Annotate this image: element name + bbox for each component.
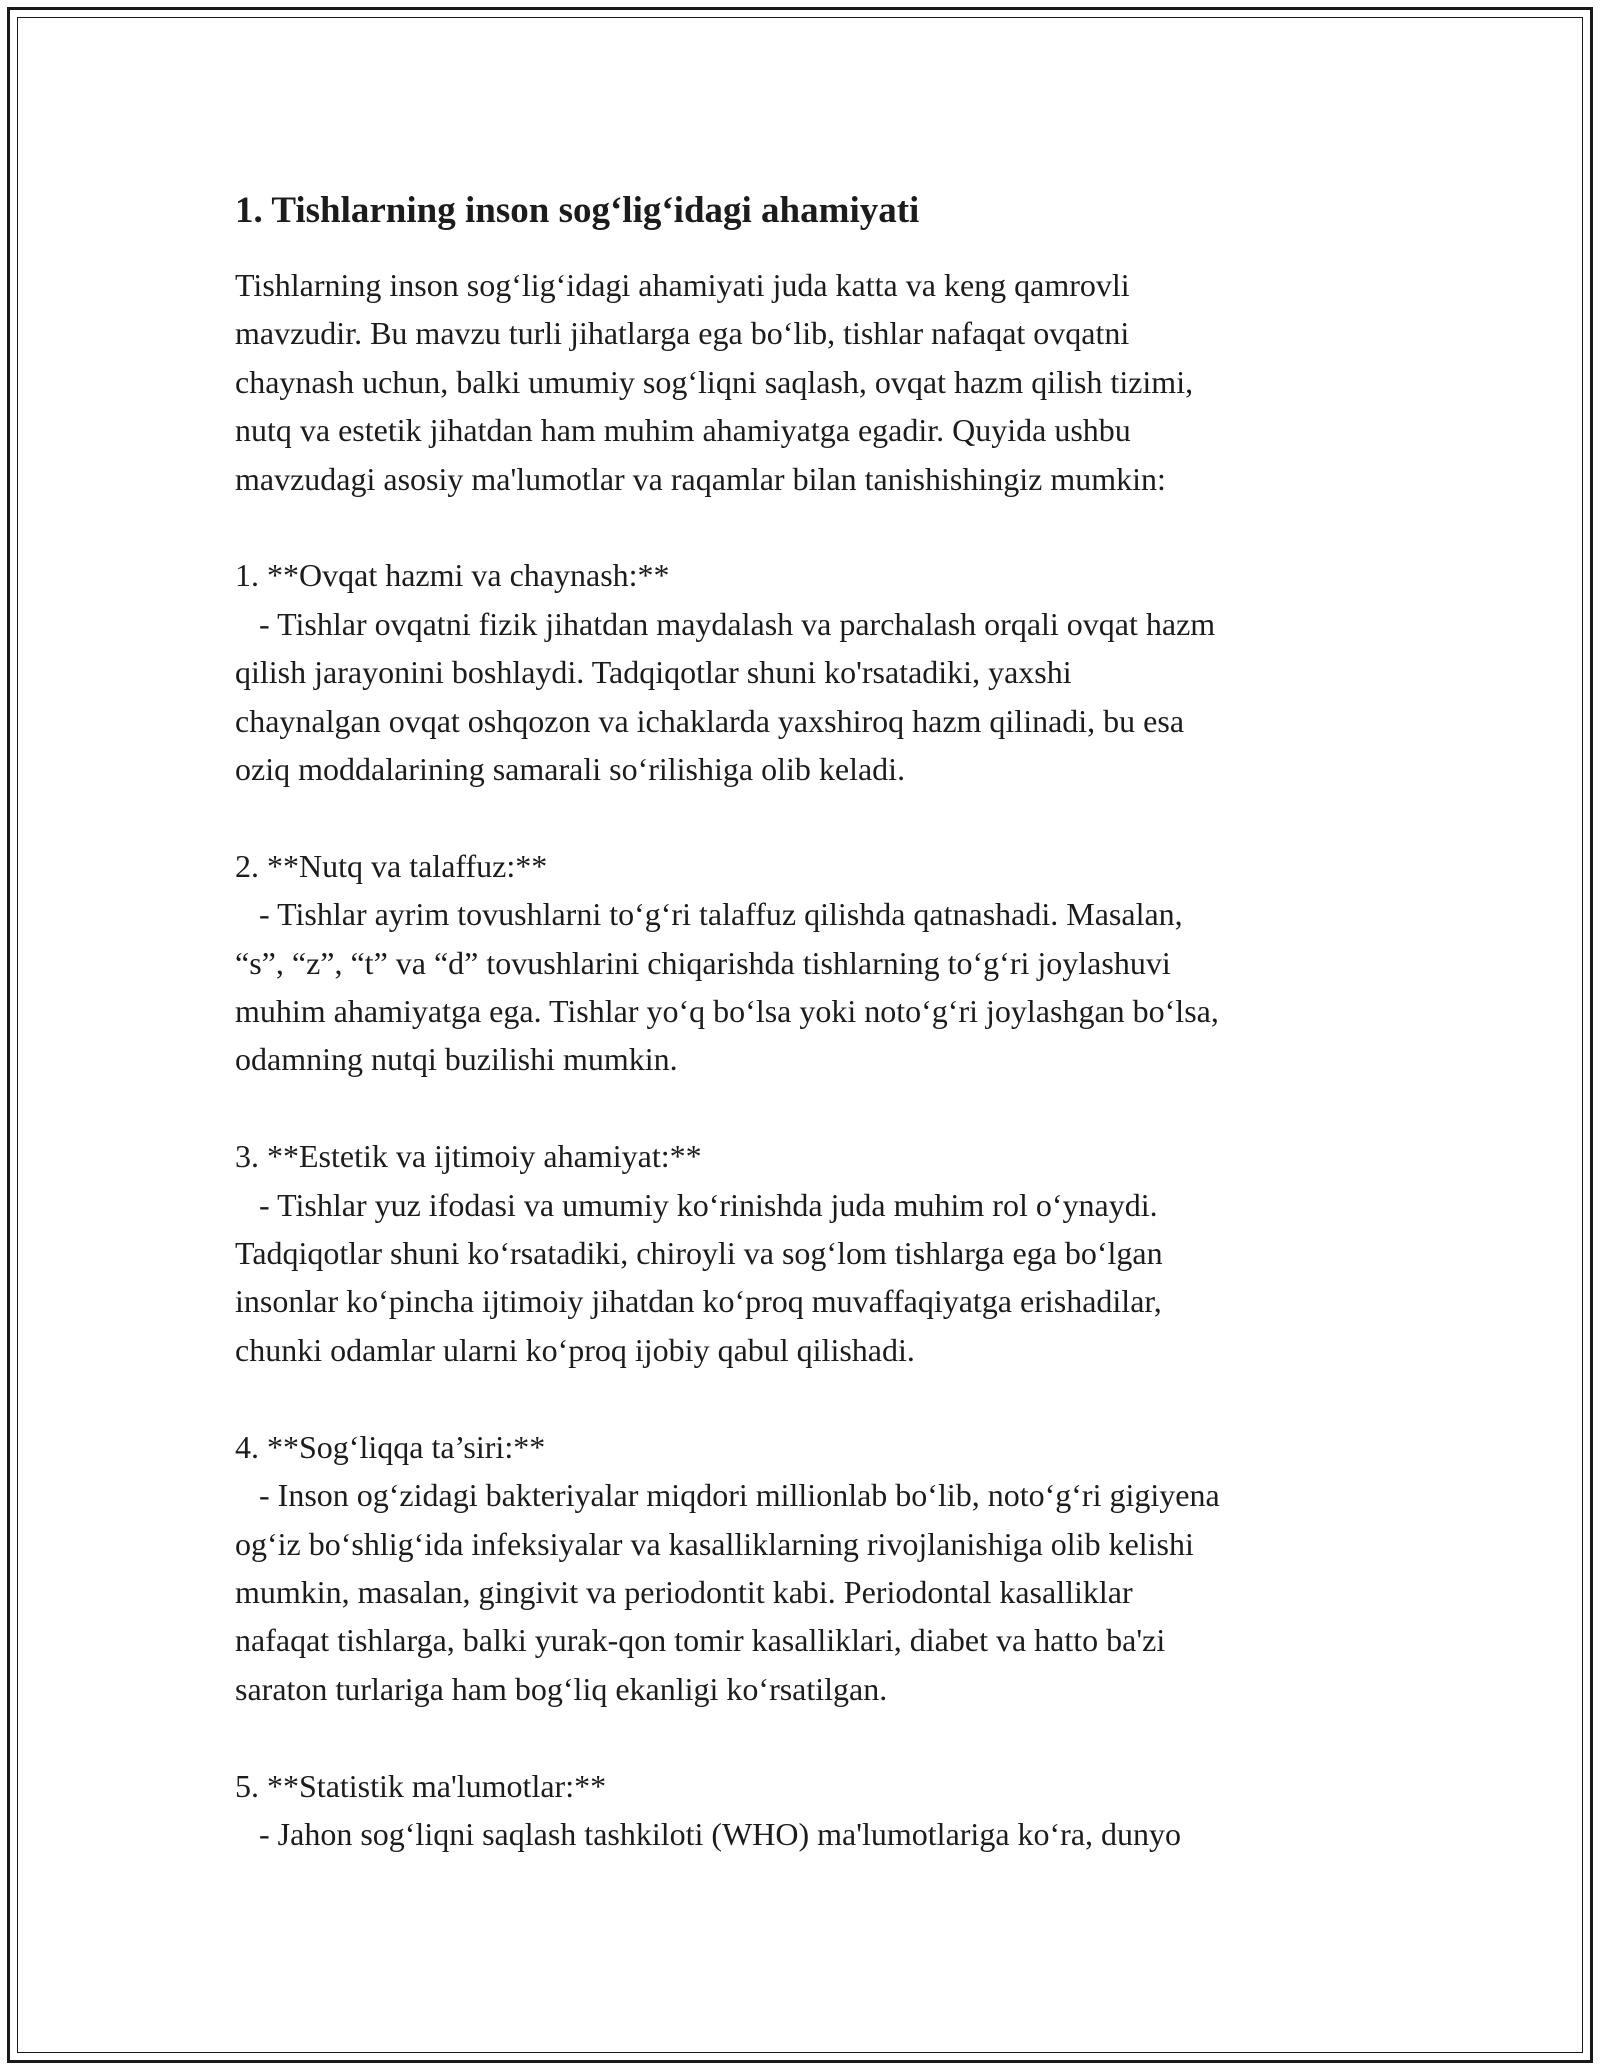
intro-paragraph: Tishlarning inson sog‘lig‘idagi ahamiyati juda katta va keng qamrovli mavzudir. Bu mavzu turli jihatlarga ega bo‘lib, tishlar nafaqat ovqatni chaynash uchun, balki umumiy sog‘liqni saqlash, ovqat hazm qilish tizimi, nutq va estetik jihatdan ham muhim ahamiyatga egadir. Quyida ushbu mavzudagi asosiy ma'lumotlar va raqamlar bilan tanishishingiz mumkin:	[235, 267, 1194, 497]
list-item-digestion: 1. **Ovqat hazmi va chaynash:** - Tishlar ovqatni fizik jihatdan maydalash va parchalash orqali ovqat hazm qilish jarayonini boshlaydi. Tadqiqotlar shuni ko'rsatadiki, yaxshi chaynalgan ovqat oshqozon va ichaklarda yaxshiroq hazm qilinadi, bu esa oziq moddalarining samarali so‘rilishiga olib keladi.	[235, 557, 1216, 788]
section-heading: 1. Tishlarning inson sog‘lig‘idagi ahamiyati	[235, 190, 920, 231]
list-item-aesthetic: 3. **Estetik va ijtimoiy ahamiyat:** - Tishlar yuz ifodasi va umumiy ko‘rinishda juda muhim rol o‘ynaydi. Tadqiqotlar shuni ko‘rsatadiki, chiroyli va sog‘lom tishlarga ega bo‘lgan insonlar ko‘pincha ijtimoiy jihatdan ko‘proq muvaffaqiyatga erishadilar, chunki odamlar ularni ko‘proq ijobiy qabul qilishadi.	[235, 1138, 1163, 1368]
list-item-health-impact: 4. **Sog‘liqqa ta’siri:** - Inson og‘zidagi bakteriyalar miqdori millionlab bo‘lib, noto‘g‘ri gigiyena og‘iz bo‘shlig‘ida infeksiyalar va kasalliklarning rivojlanishiga olib kelishi mumkin, masalan, gingivit va periodontit kabi. Periodontal kasalliklar nafaqat tishlarga, balki yurak-qon tomir kasalliklari, diabet va hatto ba'zi saraton turlariga ham bog‘liq ekanligi ko‘rsatilgan.	[235, 1428, 1220, 1707]
list-item-statistics: 5. **Statistik ma'lumotlar:** - Jahon sog‘liqni saqlash tashkiloti (WHO) ma'lumotlariga ko‘ra, dunyo	[235, 1767, 1182, 1852]
document-body	[235, 185, 1395, 1858]
list-item-speech: 2. **Nutq va talaffuz:** - Tishlar ayrim tovushlarni to‘g‘ri talaffuz qilishda qatnashadi. Masalan, “s”, “z”, “t” va “d” tovushlarini chiqarishda tishlarning to‘g‘ri joylashuvi muhim ahamiyatga ega. Tishlar yo‘q bo‘lsa yoki noto‘g‘ri joylashgan bo‘lsa, odamning nutqi buzilishi mumkin.	[235, 847, 1219, 1078]
